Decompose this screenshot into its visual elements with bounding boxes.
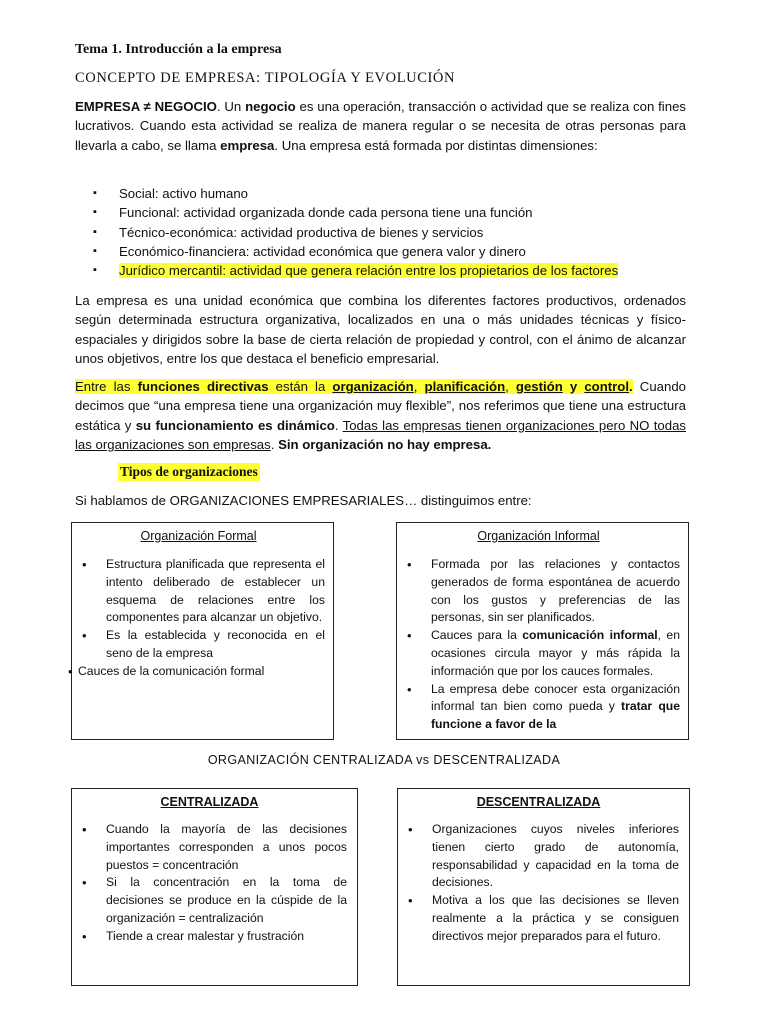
definition-paragraph: La empresa es una unidad económica que combina los diferentes factores productivos, ordenados según determinada estructura organizativa, localizados en una o más unidades técnicas y físico-espaciales y dirigidos sobre la base de cierta relación de propiedad y control, con el ánimo de alcanzar unos objetivos, entre los que destaca el beneficio empresarial. (75, 293, 686, 366)
empresa-term: empresa (220, 137, 275, 153)
text-run: . Una empresa está formada por distintas dimensiones: (274, 137, 598, 153)
text-run: . (629, 379, 633, 394)
section-heading: CONCEPTO DE EMPRESA: TIPOLOGÍA Y EVOLUCIÓN (75, 70, 456, 86)
text-run: . (334, 417, 343, 433)
dimension-funcional: Funcional: actividad organizada donde cada persona tiene una función (119, 205, 533, 221)
box-title: Organización Formal (140, 529, 257, 543)
list-item: • Si la concentración en la toma de decisiones se produce en la cúspide de la organización = centralización (72, 874, 347, 927)
text-run: . (270, 436, 279, 452)
text-run: y (562, 379, 585, 394)
centralization-heading: ORGANIZACIÓN CENTRALIZADA vs DESCENTRALIZADA (207, 753, 561, 767)
informal-org-box (396, 522, 689, 740)
text-run: están la (268, 379, 333, 394)
funciones-directivas: funciones directivas (137, 379, 269, 394)
list-item (93, 223, 693, 242)
list-item: • Formada por las relaciones y contactos generados de forma espontánea de acuerdo con los gustos y preferencias de las personas, sin ser planificados. (397, 556, 680, 627)
list-item (397, 627, 680, 680)
text-run: Entre las (75, 379, 138, 394)
dimensions-list (93, 184, 693, 280)
term-gestion: gestión (515, 379, 563, 394)
centralizada-list (72, 821, 347, 946)
formal-list (72, 556, 325, 681)
list-item: • Cuando la mayoría de las decisiones importantes corresponden a unos pocos puestos = concentración (72, 821, 347, 874)
term-organizacion: organización (332, 379, 414, 394)
subheading-tipos: Tipos de organizaciones (120, 464, 258, 479)
intro-line: Si hablamos de ORGANIZACIONES EMPRESARIALES… distinguimos entre: (75, 493, 532, 508)
term-control: control (584, 379, 630, 394)
functions-paragraph (75, 377, 686, 454)
text-run: Cuando decimos que “una empresa tiene una organización muy flexible”, nos referimos que tiene una estructura estática y (75, 379, 686, 433)
list-item: • Es la establecida y reconocida en el seno de la empresa (72, 627, 325, 663)
dimension-economico: Económico-financiera: actividad económica que genera valor y dinero (119, 243, 526, 259)
informal-list (397, 556, 680, 734)
negocio-term: negocio (245, 99, 296, 114)
underlined-statement: Todas las empresas tienen organizaciones pero NO todas las organizaciones son empresas (75, 417, 686, 452)
text-run: . Un (216, 99, 246, 114)
list-item: • Organizaciones cuyos niveles inferiores tienen cierto grado de autonomía, responsabilidad y capacidad en la toma de decisiones. (398, 821, 679, 892)
box-title: CENTRALIZADA (160, 795, 259, 809)
topic-title: Tema 1. Introducción a la empresa (75, 42, 282, 57)
list-item (93, 203, 693, 222)
dimension-social: Social: activo humano (119, 186, 249, 201)
tratar-que-funcione: tratar que funcione a favor de la (431, 699, 680, 732)
centralizada-box (71, 788, 358, 986)
dimension-juridico: Jurídico mercantil: actividad que genera relación entre los propietarios de los factores (119, 263, 619, 279)
intro-paragraph (75, 97, 686, 155)
list-item: • Tiende a crear malestar y frustración (72, 928, 347, 946)
box-title: DESCENTRALIZADA (476, 795, 601, 809)
list-item (93, 242, 693, 261)
descentralizada-list (398, 821, 679, 946)
term-planificacion: planificación (424, 379, 506, 394)
list-item (397, 681, 680, 734)
formal-org-box (71, 522, 334, 740)
empresa-neq-negocio: EMPRESA ≠ NEGOCIO (75, 99, 217, 114)
text-run: , (413, 379, 425, 394)
list-item: • Estructura planificada que representa el intento deliberado de establecer un esquema de relaciones entre los componentes para alcanzar un objetivo. (72, 556, 325, 627)
dimension-tecnico: Técnico-económica: actividad productiva de bienes y servicios (119, 224, 484, 240)
funcionamiento-dinamico: su funcionamiento es dinámico (135, 417, 335, 433)
box-title: Organización Informal (477, 529, 600, 543)
text-run: es una operación, transacción o actividad que se realiza con fines lucrativos. Cuando esta actividad se realiza de manera regular o se necesita de otras personas para llevarla a cabo, se llama (75, 99, 686, 153)
text-run: , (505, 379, 516, 394)
text-run: , en ocasiones circula mayor y más rápida la información que por los cauces formales. (431, 628, 680, 678)
text-run: La empresa debe conocer esta organización informal tan bien como pueda y (431, 681, 680, 714)
list-item (93, 261, 693, 280)
list-item: • Motiva a los que las decisiones se lleven realmente a la práctica y se consiguen directivos mejor preparados para el futuro. (398, 892, 679, 945)
comunicacion-informal: comunicación informal (522, 628, 658, 643)
highlighted-sentence (75, 379, 633, 394)
list-item (93, 184, 693, 203)
descentralizada-box (397, 788, 690, 986)
list-item: • Cauces de la comunicación formal (72, 663, 325, 681)
text-run: Cauces para la (431, 628, 523, 643)
sin-organizacion: Sin organización no hay empresa. (278, 436, 492, 452)
